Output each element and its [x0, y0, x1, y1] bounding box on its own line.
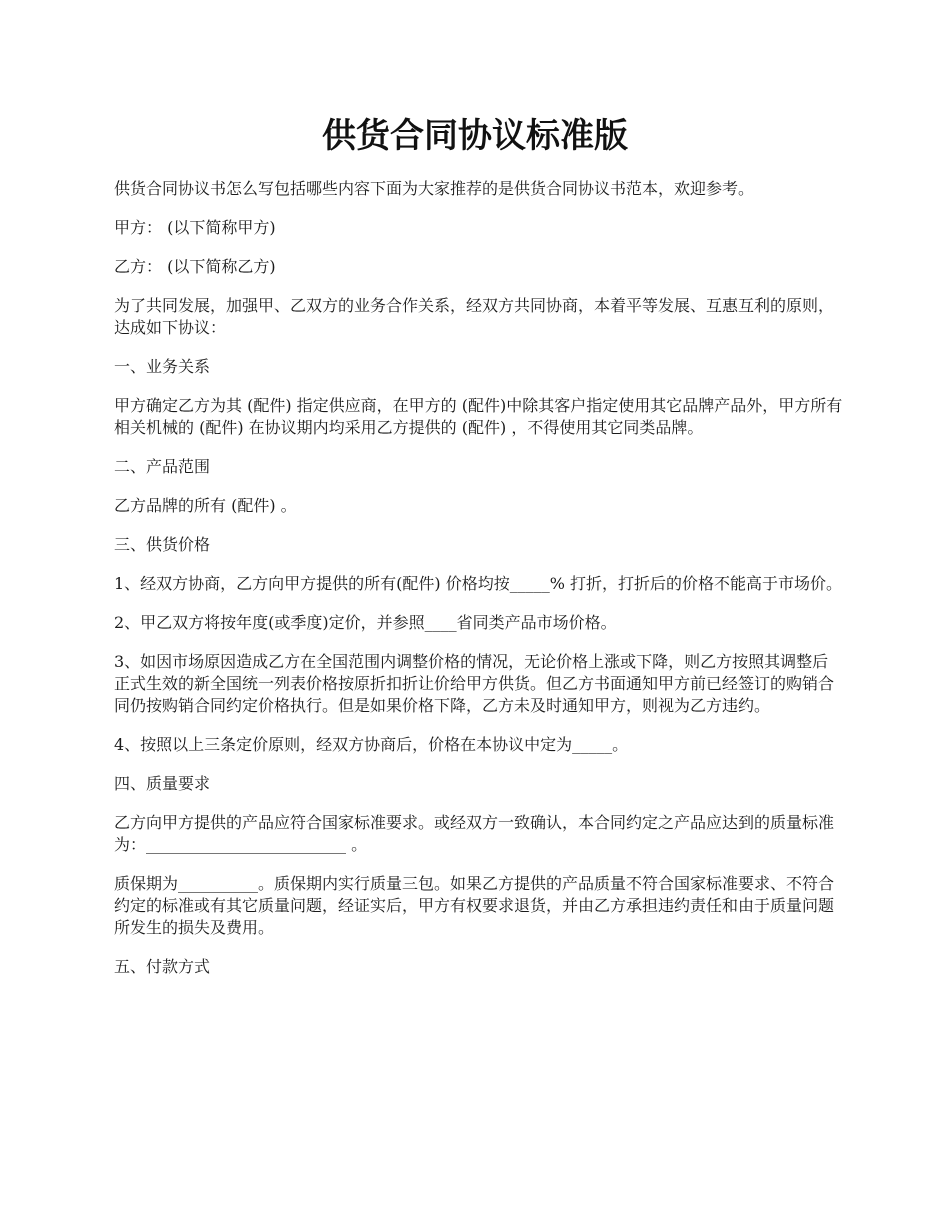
document-title: 供货合同协议标准版 [322, 116, 628, 156]
section-heading-quality: 四、质量要求 [114, 774, 211, 793]
section-heading-payment: 五、付款方式 [114, 957, 211, 976]
business-relation-paragraph: 甲方确定乙方为其 (配件) 指定供应商，在甲方的 (配件)中除其客户指定使用其它品牌产品外，甲方所有相关机械的 (配件) 在协议期内均采用乙方提供的 (配件) ，不得使用其它同类品牌。 [114, 396, 843, 437]
section-heading-business-relation: 一、业务关系 [114, 357, 211, 376]
product-scope-paragraph: 乙方品牌的所有 (配件) 。 [114, 496, 297, 515]
document-body [114, 178, 844, 995]
warranty-paragraph: 质保期为__________。质保期内实行质量三包。如果乙方提供的产品质量不符合国家标准要求、不符合约定的标准或有其它质量问题，经证实后，甲方有权要求退货，并由乙方承担违约责任和由于质量问题所发生的损失及费用。 [114, 874, 835, 937]
quality-standard-paragraph: 乙方向甲方提供的产品应符合国家标准要求。或经双方一致确认，本合同约定之产品应达到的质量标准为：_________________________ 。 [114, 813, 835, 854]
section-heading-supply-price: 三、供货价格 [114, 535, 211, 554]
price-clause-1: 1、经双方协商，乙方向甲方提供的所有(配件) 价格均按_____% 打折，打折后的价格不能高于市场价。 [114, 574, 843, 593]
party-b-line: 乙方： (以下简称乙方) [114, 257, 276, 276]
preamble-paragraph: 为了共同发展，加强甲、乙双方的业务合作关系，经双方共同协商，本着平等发展、互惠互利的原则，达成如下协议： [114, 296, 835, 337]
price-clause-2: 2、甲乙双方将按年度(或季度)定价，并参照____省同类产品市场价格。 [114, 613, 617, 632]
party-a-line: 甲方： (以下简称甲方) [114, 218, 276, 237]
price-clause-4: 4、按照以上三条定价原则，经双方协商后，价格在本协议中定为_____。 [114, 735, 629, 754]
section-heading-product-scope: 二、产品范围 [114, 457, 211, 476]
intro-paragraph: 供货合同协议书怎么写包括哪些内容下面为大家推荐的是供货合同协议书范本，欢迎参考。 [114, 179, 755, 198]
price-clause-3: 3、如因市场原因造成乙方在全国范围内调整价格的情况，无论价格上涨或下降，则乙方按照其调整后正式生效的新全国统一列表价格按原折扣折让价给甲方供货。但乙方书面通知甲方前已经签订的购销合同仍按购销合同约定价格执行。但是如果价格下降，乙方未及时通知甲方，则视为乙方违约。 [114, 652, 835, 715]
